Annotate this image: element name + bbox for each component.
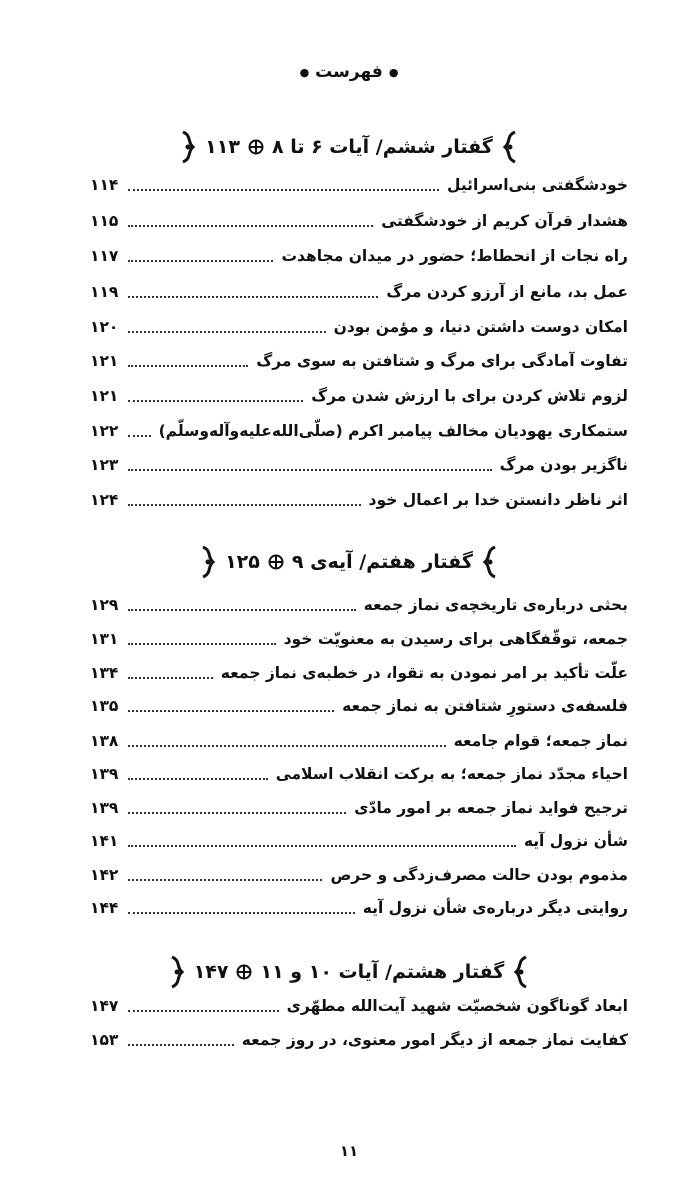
toc-entry[interactable] (90, 624, 628, 654)
entry-title: ترجیح فواید نماز جمعه بر امور مادّی (354, 799, 628, 817)
dot-leader (128, 745, 446, 747)
entry-page: ۱۳۹ (90, 799, 119, 817)
entry-title: احیاء مجدّد نماز جمعه؛ به برکت انقلاب اسلامی (275, 765, 628, 783)
bullet-icon: ● (388, 65, 399, 79)
page-number: ۱۱ (339, 1142, 359, 1160)
toc-entry[interactable] (90, 346, 628, 376)
chapter-title: گفتار ششم/ آیات ۶ تا ۸ (271, 136, 493, 158)
toc-entry[interactable] (90, 826, 628, 856)
toc-entry[interactable] (90, 1025, 628, 1055)
dot-leader (128, 400, 303, 402)
page-title: فهرست (315, 62, 383, 82)
entry-title: اثر ناظر دانستن خدا بر اعمال خود (368, 491, 628, 509)
flower-separator-icon (248, 139, 264, 155)
bracket-ornament-icon (168, 955, 186, 989)
entry-page: ۱۱۵ (90, 212, 119, 230)
bracket-ornament-icon (179, 130, 197, 164)
toc-entry[interactable] (90, 416, 628, 446)
chapter-page: ۱۱۳ (205, 136, 240, 158)
entry-title: نماز جمعه؛ قوام جامعه (453, 732, 628, 750)
entry-page: ۱۲۱ (90, 387, 119, 405)
entry-title: فلسفه‌ی دستورِ شتافتن به نماز جمعه (342, 697, 628, 715)
entry-page: ۱۲۴ (90, 491, 119, 509)
chapter-heading (0, 130, 698, 164)
dot-leader (128, 912, 355, 914)
entry-title: لزوم تلاش کردن برای با ارزش شدن مرگ (311, 387, 628, 405)
entry-title: تفاوت آمادگی برای مرگ و شتافتن به سوی مرگ (256, 352, 628, 370)
entry-title: جمعه، توقّفگاهی برای رسیدن به معنویّت خود (283, 630, 628, 648)
entry-page: ۱۲۲ (90, 422, 119, 440)
entry-title: روایتی دیگر درباره‌ی شأن نزول آیه (362, 899, 628, 917)
chapter-heading (0, 955, 698, 989)
dot-leader (128, 609, 356, 611)
entry-title: ناگزیر بودن مرگ (499, 456, 628, 474)
entry-title: خودشگفتی بنی‌اسرائیل (447, 176, 628, 194)
dot-leader (128, 879, 322, 881)
toc-entry[interactable] (90, 726, 628, 756)
entry-page: ۱۲۹ (90, 596, 119, 614)
toc-entry[interactable] (90, 485, 628, 515)
entry-page: ۱۴۴ (90, 899, 119, 917)
entry-page: ۱۱۹ (90, 283, 119, 301)
entry-page: ۱۳۱ (90, 630, 119, 648)
entry-title: راه نجات از انحطاط؛ حضور در میدان مجاهدت (281, 247, 628, 265)
chapter-heading (0, 545, 698, 579)
toc-entry[interactable] (90, 691, 628, 721)
entry-page: ۱۳۴ (90, 664, 119, 682)
bracket-ornament-icon (481, 545, 499, 579)
entry-page: ۱۴۲ (90, 866, 119, 884)
bracket-ornament-icon (501, 130, 519, 164)
dot-leader (128, 1044, 234, 1046)
toc-entry[interactable] (90, 381, 628, 411)
toc-entry[interactable] (90, 206, 628, 236)
toc-entry[interactable] (90, 860, 628, 890)
bullet-icon: ● (299, 65, 310, 79)
dot-leader (128, 296, 378, 298)
entry-page: ۱۲۰ (90, 318, 119, 336)
entry-page: ۱۲۱ (90, 352, 119, 370)
entry-page: ۱۳۵ (90, 697, 119, 715)
toc-entry[interactable] (90, 590, 628, 620)
chapter-title: گفتار هشتم/ آیات ۱۰ و ۱۱ (260, 961, 505, 983)
entry-title: کفایت نماز جمعه از دیگر امور معنوی، در روز جمعه (241, 1031, 628, 1049)
entry-page: ۱۴۷ (90, 997, 119, 1015)
entry-title: بحثی درباره‌ی تاریخچه‌ی نماز جمعه (363, 596, 628, 614)
dot-leader (128, 643, 276, 645)
bracket-ornament-icon (199, 545, 217, 579)
entry-page: ۱۲۳ (90, 456, 119, 474)
dot-leader (128, 435, 151, 437)
entry-title: هشدار قرآن کریم از خودشگفتی (381, 212, 628, 230)
chapter-title: گفتار هفتم/ آیه‌ی ۹ (291, 551, 473, 573)
entry-page: ۱۱۴ (90, 176, 119, 194)
entry-title: عمل بد، مانع از آرزو کردن مرگ (386, 283, 628, 301)
toc-entry[interactable] (90, 991, 628, 1021)
dot-leader (128, 710, 334, 712)
toc-entry[interactable] (90, 277, 628, 307)
dot-leader (128, 331, 326, 333)
dot-leader (128, 260, 273, 262)
entry-page: ۱۳۸ (90, 732, 119, 750)
entry-page: ۱۵۳ (90, 1031, 119, 1049)
dot-leader (128, 812, 346, 814)
bracket-ornament-icon (512, 955, 530, 989)
toc-entry[interactable] (90, 759, 628, 789)
entry-page: ۱۱۷ (90, 247, 119, 265)
dot-leader (128, 778, 268, 780)
toc-entry[interactable] (90, 893, 628, 923)
entry-page: ۱۴۱ (90, 832, 119, 850)
dot-leader (128, 225, 373, 227)
flower-separator-icon (236, 964, 252, 980)
dot-leader (128, 504, 361, 506)
chapter-page: ۱۴۷ (193, 961, 229, 983)
entry-page: ۱۳۹ (90, 765, 119, 783)
entry-title: امکان دوست داشتن دنیا، و مؤمن بودن (333, 318, 628, 336)
toc-entry[interactable] (90, 450, 628, 480)
entry-title: علّت تأکید بر امر نمودن به تقوا، در خطبه‌ی نماز جمعه (220, 664, 628, 682)
entry-title: مذموم بودن حالت مصرف‌زدگی و حرص (330, 866, 628, 884)
entry-title: شأن نزول آیه (523, 832, 628, 850)
dot-leader (128, 365, 248, 367)
dot-leader (128, 677, 213, 679)
toc-entry[interactable] (90, 241, 628, 271)
toc-entry[interactable] (90, 312, 628, 342)
dot-leader (128, 845, 516, 847)
entry-title: ابعاد گوناگون شخصیّت شهید آیت‌الله مطهّری (286, 997, 628, 1015)
chapter-page: ۱۲۵ (225, 551, 260, 573)
dot-leader (128, 1010, 279, 1012)
flower-separator-icon (268, 554, 284, 570)
page-header (0, 62, 698, 82)
dot-leader (128, 189, 439, 191)
entry-title: ستمکاری یهودیان مخالف پیامبر اکرم (صلّی‌الله‌علیه‌وآله‌وسلّم) (158, 422, 628, 440)
toc-entry[interactable] (90, 793, 628, 823)
toc-entry[interactable] (90, 170, 628, 200)
dot-leader (128, 469, 492, 471)
toc-entry[interactable] (90, 658, 628, 688)
